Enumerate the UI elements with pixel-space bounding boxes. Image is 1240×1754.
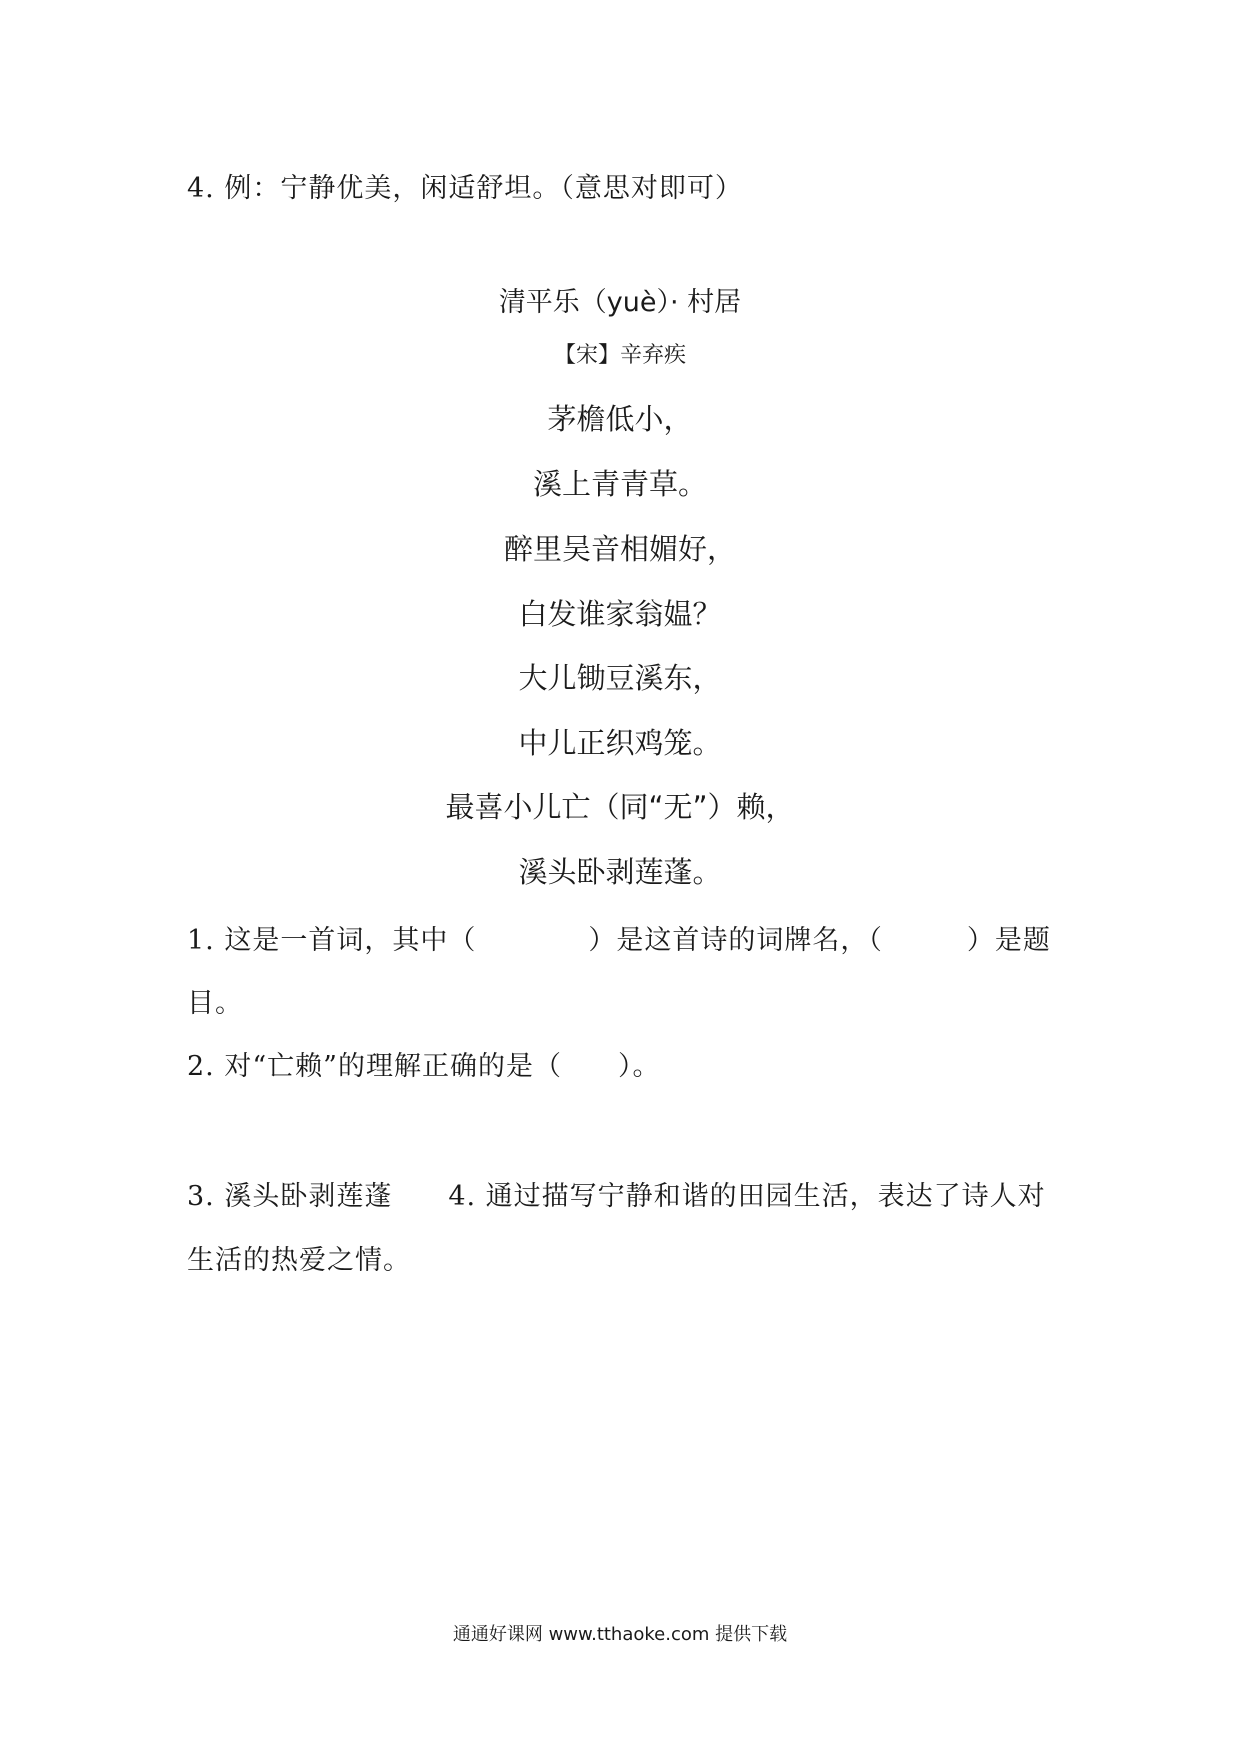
poem-title: 清平乐（yuè）· 村居	[498, 287, 742, 318]
poem-line-4: 白发谁家翁媪？	[518, 597, 722, 631]
answer-item-4: 4. 例：宁静优美，闲适舒坦。（意思对即可）	[187, 173, 743, 204]
footer-download-notice: 通通好课网 www.tthaoke.com 提供下载	[452, 1624, 788, 1645]
poem-line-3: 醉里吴音相媚好，	[503, 532, 736, 566]
answer-line-2: 生活的热爱之情。	[187, 1245, 411, 1276]
question-1-line-2: 目。	[187, 988, 243, 1019]
poem-line-8: 溪头卧剥莲蓬。	[518, 855, 722, 889]
poem-line-5: 大儿锄豆溪东，	[518, 661, 722, 695]
poem-line-1: 茅檐低小，	[547, 402, 693, 436]
poem-author: 【宋】辛弃疾	[553, 343, 686, 368]
answer-line-1: 3. 溪头卧剥莲蓬 4. 通过描写宁静和谐的田园生活，表达了诗人对	[187, 1181, 1046, 1212]
poem-line-2: 溪上青青草。	[532, 467, 707, 501]
question-2: 2. 对“亡赖”的理解正确的是（ ）。	[187, 1051, 661, 1082]
poem-line-6: 中儿正织鸡笼。	[518, 726, 722, 760]
poem-line-7: 最喜小儿亡（同“无”）赖，	[445, 790, 795, 824]
question-1-line-1: 1. 这是一首词，其中（ ）是这首诗的词牌名，（ ）是题	[187, 925, 1051, 956]
